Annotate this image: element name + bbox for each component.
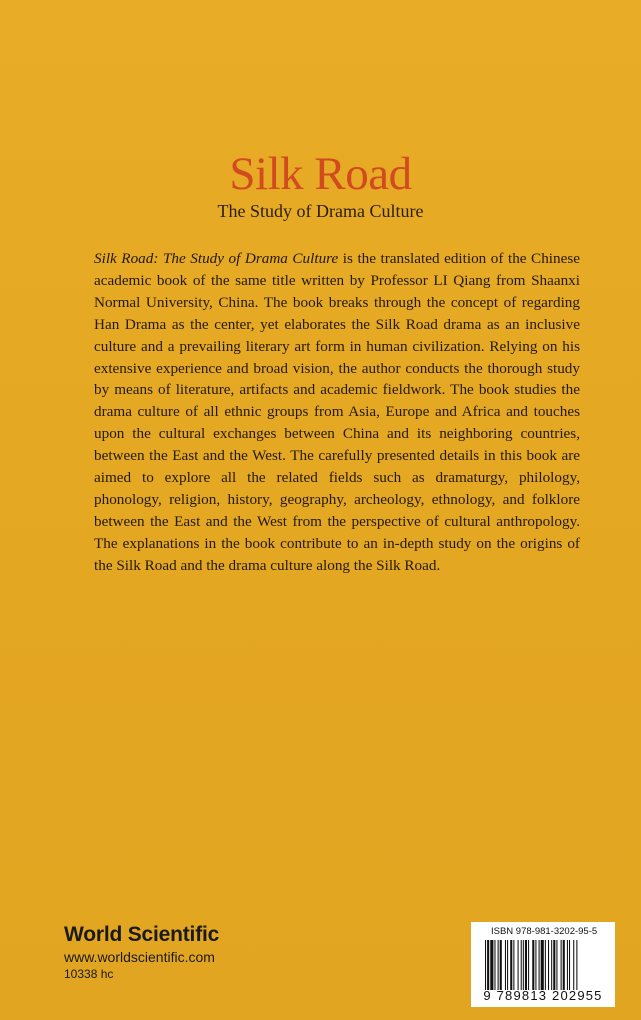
barcode-bar bbox=[513, 940, 514, 990]
barcode-bar bbox=[553, 940, 555, 990]
barcode-bar bbox=[573, 940, 574, 990]
barcode-bar bbox=[525, 940, 527, 990]
barcode-bar bbox=[556, 940, 557, 990]
barcode-bar bbox=[535, 940, 536, 990]
barcode-bar bbox=[551, 940, 552, 990]
book-title: Silk Road bbox=[229, 148, 412, 200]
barcode-bar bbox=[523, 940, 524, 990]
barcode-bar bbox=[518, 940, 519, 990]
barcode-bar bbox=[541, 940, 544, 990]
barcode-bar bbox=[545, 940, 546, 990]
barcode-bar bbox=[567, 940, 568, 990]
barcode-bar bbox=[539, 940, 540, 990]
blurb-paragraph bbox=[94, 248, 580, 577]
isbn-label: ISBN 978-981-3202-95-5 bbox=[491, 926, 598, 937]
barcode-icon bbox=[477, 940, 609, 990]
barcode-bar bbox=[485, 940, 486, 990]
barcode-bar bbox=[561, 940, 562, 990]
publisher-name: World Scientific bbox=[64, 923, 220, 946]
book-subtitle: The Study of Drama Culture bbox=[217, 201, 424, 221]
barcode-bar bbox=[569, 940, 570, 990]
barcode-bar bbox=[563, 940, 565, 990]
blurb-book-reference: Silk Road: The Study of Drama Culture bbox=[94, 250, 339, 267]
barcode-bar bbox=[528, 940, 529, 990]
barcode-bar bbox=[532, 940, 534, 990]
barcode-bar bbox=[548, 940, 549, 990]
barcode-bar bbox=[521, 940, 522, 990]
barcode-bar bbox=[510, 940, 512, 990]
blurb-body: is the translated edition of the Chinese academic book of the same title written by Professor LI Qiang from Shaanxi Normal University, China. The book breaks through the concept of regarding Han Drama as the center, yet elaborates the Silk Road drama as an inclusive culture and a prevailing literary art form in human civilization. Relying on his extensive experience and broad vision, the author conducts the thorough study by means of literature, artifacts and academic fieldwork. The book studies the drama culture of all ethnic groups from Asia, Europe and Africa and touches upon the cultural exchanges between China and its neighboring countries, between the East and the West. The carefully presented details in this book are aimed to explore all the related fields such as dramaturgy, philology, phonology, religion, history, geography, archeology, ethnology, and folklore between the East and the West from the perspective of cultural anthropology. The explanations in the book contribute to an in-depth study on the origins of the Silk Road and the drama culture along the Silk Road. bbox=[94, 250, 580, 574]
barcode-bar bbox=[576, 940, 577, 990]
barcode-bar bbox=[507, 940, 508, 990]
publisher-url[interactable]: www.worldscientific.com bbox=[64, 949, 215, 965]
barcode-bar bbox=[500, 940, 502, 990]
publisher-block bbox=[64, 922, 219, 982]
barcode-bar bbox=[494, 940, 495, 990]
barcode-bar bbox=[487, 940, 489, 990]
barcode-block bbox=[471, 922, 615, 1007]
barcode-bar bbox=[498, 940, 499, 990]
barcode-bar bbox=[490, 940, 493, 990]
ean-digits: 9 789813 202955 bbox=[483, 988, 603, 1003]
barcode-bar bbox=[505, 940, 506, 990]
publisher-code: 10338 hc bbox=[64, 967, 114, 981]
